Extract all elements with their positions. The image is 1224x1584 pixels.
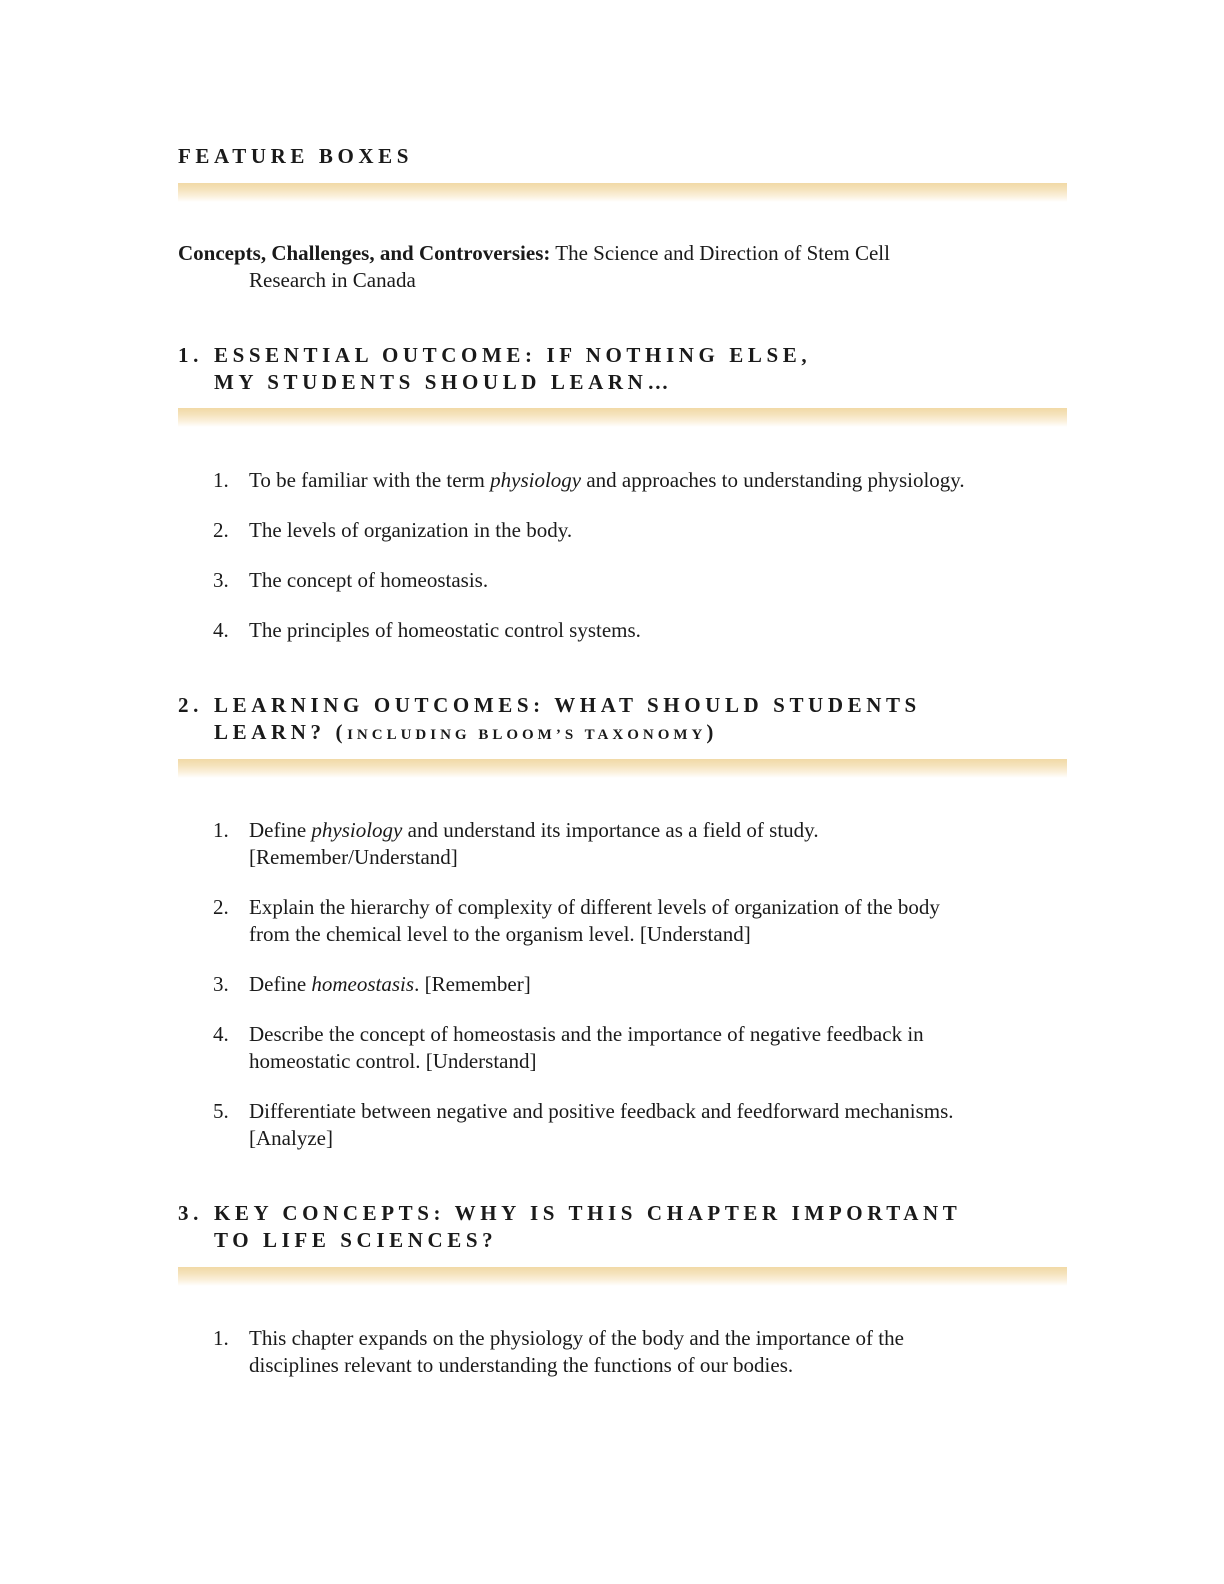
feature-boxes-heading: FEATURE BOXES <box>178 144 414 168</box>
list-item: 4. The principles of homeostatic control systems. <box>213 618 641 642</box>
section-title-line2: MY STUDENTS SHOULD LEARN… <box>214 370 674 394</box>
item-number: 1. <box>213 468 229 492</box>
item-number: 3. <box>213 972 229 996</box>
section-title-line1: KEY CONCEPTS: WHY IS THIS CHAPTER IMPORTANT <box>214 1201 962 1225</box>
section-number: 3. <box>178 1201 203 1225</box>
section-2-list <box>178 817 1038 1152</box>
list-item: 1. This chapter expands on the physiology of the body and the importance of the disciplines relevant to understanding the functions of our bodies. <box>213 1326 904 1377</box>
section-1-rule <box>178 408 1067 427</box>
list-item: 3. Define homeostasis. [Remember] <box>213 972 531 996</box>
list-item: 1. Define physiology and understand its importance as a field of study. [Remember/Understand] <box>213 818 819 869</box>
section-1-heading <box>178 342 811 396</box>
emphasized-term: physiology <box>311 818 403 842</box>
section-title-line2: LEARN? (INCLUDING BLOOM’S TAXONOMY) <box>214 720 718 744</box>
item-number: 4. <box>213 618 229 642</box>
section-title-line2: TO LIFE SCIENCES? <box>214 1228 498 1252</box>
section-number: 2. <box>178 693 203 717</box>
feature-box-entry <box>178 240 998 294</box>
list-item: 5. Differentiate between negative and positive feedback and feedforward mechanisms. [Analyze] <box>213 1099 954 1150</box>
item-number: 1. <box>213 1326 229 1350</box>
list-item: 2. Explain the hierarchy of complexity of different levels of organization of the body from the chemical level to the organism level. [Understand] <box>213 895 940 946</box>
item-number: 5. <box>213 1099 229 1123</box>
item-number: 4. <box>213 1022 229 1046</box>
section-2-heading <box>178 692 921 749</box>
section-3-list <box>178 1325 1038 1379</box>
emphasized-term: homeostasis <box>311 972 415 996</box>
feature-box-label: Concepts, Challenges, and Controversies: <box>178 241 551 265</box>
section-1-list <box>178 467 1038 644</box>
section-title-line1: ESSENTIAL OUTCOME: IF NOTHING ELSE, <box>214 343 812 367</box>
section-title-line1: LEARNING OUTCOMES: WHAT SHOULD STUDENTS <box>214 693 921 717</box>
section-number: 1. <box>178 343 203 367</box>
item-number: 1. <box>213 818 229 842</box>
feature-box-title: The Science and Direction of Stem Cell <box>555 241 890 265</box>
section-2-rule <box>178 759 1067 778</box>
item-number: 2. <box>213 518 229 542</box>
feature-box-title-continued: Research in Canada <box>249 268 416 292</box>
list-item: 1. To be familiar with the term physiology and approaches to understanding physiology. <box>213 468 965 492</box>
item-number: 3. <box>213 568 229 592</box>
section-3-heading <box>178 1200 961 1254</box>
list-item: 3. The concept of homeostasis. <box>213 568 489 592</box>
list-item: 2. The levels of organization in the body. <box>213 518 573 542</box>
list-item: 4. Describe the concept of homeostasis and the importance of negative feedback in homeostatic control. [Understand] <box>213 1022 924 1073</box>
item-number: 2. <box>213 895 229 919</box>
heading-rule <box>178 183 1067 202</box>
emphasized-term: physiology <box>490 468 582 492</box>
section-3-rule <box>178 1267 1067 1286</box>
